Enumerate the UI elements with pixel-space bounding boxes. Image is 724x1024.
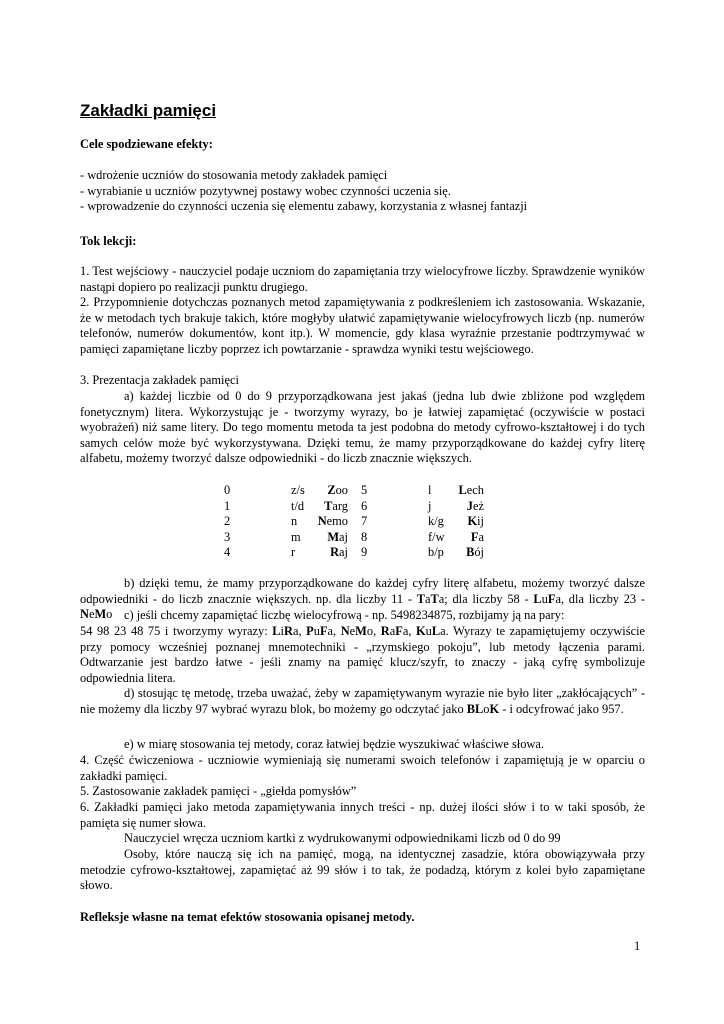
paragraph-3: 3. Prezentacja zakładek pamięci (80, 373, 239, 387)
table-letter: n (291, 514, 298, 529)
table-digit: 2 (224, 514, 231, 529)
paragraph-3a: a) każdej liczbie od 0 do 9 przyporządkowana jest jakaś (jedna lub dwie zbliżone pod względem fonetycznym) litera. Wykorzystując je - tworzymy wyrazy, bo je łatwiej zapamiętać (oczywiście w postaci wyobrażeń) niż same litery. Do tego momentu metoda ta jest podobna do metody cyfrowo-kształtowej i do tych samych celów może być wykorzystywana. Dzięki temu, że mamy przyporządkowane do każdej cyfry literę alfabetu, możemy tworzyć dalsze odpowiedniki - do liczb znacznie większych. (80, 389, 645, 466)
page-title: Zakładki pamięci (80, 101, 217, 120)
bold-letter: T (416, 591, 425, 606)
bold-letter: K (489, 701, 500, 716)
bold-letter: T (324, 498, 333, 513)
letter: e (88, 607, 95, 622)
letter: u (425, 624, 432, 638)
bold-letter: R (380, 624, 390, 638)
p3d-post: - i odcyfrować jako 957. (499, 701, 624, 716)
paragraph-6a: Nauczyciel wręcza uczniom kartki z wydrukowanymi odpowiednikami liczb od 0 do 99 (124, 831, 561, 845)
table-word (324, 499, 348, 515)
bold-letter: F (547, 591, 556, 606)
bold-letters: BL (466, 701, 484, 716)
bold-letter: L (458, 483, 467, 497)
table-letter: z/s (291, 483, 305, 497)
bold-letter: R (284, 624, 293, 638)
letter: o (106, 607, 113, 622)
separator: , (373, 624, 381, 638)
bold-letter: M (355, 624, 367, 638)
letter: a (438, 591, 445, 606)
paragraph-4: 4. Część ćwiczeniowa - uczniowie wymieniają się numerami swoich telefonów i zapamiętują je w oparciu o zakładki pamięci. (80, 753, 645, 783)
paragraph-6b: Osoby, które nauczą się ich na pamięć, mogą, na identycznej zasadzie, która obowiązywała przy metodzie cyfrowo-kształtowej, zapamiętać aż 99 słów i to tak, że podadzą, którym z kolei było zapamiętane słowo. (80, 847, 645, 893)
table-digit: 1 (224, 498, 231, 513)
table-word (467, 514, 484, 530)
letter: u (541, 591, 548, 606)
table-word (459, 483, 484, 499)
bold-letter: N (80, 607, 89, 622)
table-letter: j (428, 498, 432, 513)
table-word (467, 499, 484, 515)
separator: , (333, 624, 341, 638)
separator: , (298, 624, 307, 638)
p3b-mid: ; dla liczby 58 - (444, 591, 534, 606)
bold-letter: L (533, 591, 542, 606)
bold-letter: F (470, 529, 479, 544)
p3d-pre: d) stosując tę metodę, trzeba uważać, żeby w zapamiętywanym wyrazie nie było liter „zakłócających” - nie możemy dla liczby 97 wybrać wyrazu blok, bo możemy go odczytać jako (80, 686, 645, 716)
letter: a (292, 624, 299, 638)
table-digit: 7 (361, 514, 368, 529)
word-rest: aj (339, 529, 348, 544)
table-letter: l (428, 483, 432, 497)
paragraph-6: 6. Zakładki pamięci jako metoda zapamiętywania innych treści - np. dużej ilości słów i to w taki sposób, że pamięta się numer słowa. (80, 800, 645, 830)
p3b-mid2: , dla liczby 23 - (560, 591, 645, 606)
bold-letter: J (466, 498, 473, 513)
table-letter: f/w (428, 529, 445, 544)
table-digit: 4 (224, 545, 231, 560)
word-rest: ij (477, 514, 484, 529)
table-letter: m (291, 529, 301, 544)
bold-letter: P (306, 624, 314, 638)
letter: a (555, 591, 561, 606)
bold-letter: N (317, 514, 327, 529)
bold-letter: K (467, 514, 478, 529)
p3c2-pre: 54 98 23 48 75 i tworzymy wyrazy: (80, 624, 273, 638)
page-number: 1 (634, 939, 641, 953)
letter: a (424, 591, 431, 606)
separator: , (408, 624, 417, 638)
paragraph-3e: e) w miarę stosowania tej metody, coraz łatwiej będzie wyszukiwać właściwe słowa. (124, 737, 544, 751)
table-word (330, 545, 348, 561)
bold-letter: R (330, 545, 340, 560)
lesson-heading: Tok lekcji: (80, 234, 137, 248)
word-rest: arg (332, 498, 348, 513)
bold-letter: M (94, 607, 107, 622)
letter: o (483, 701, 490, 716)
table-word (327, 483, 348, 499)
word-rest: emo (326, 514, 348, 529)
letter: i (280, 624, 284, 638)
table-digit: 3 (224, 529, 231, 544)
letter: a (440, 624, 446, 638)
bold-letter: M (327, 529, 340, 544)
bold-letter: T (430, 591, 439, 606)
p3b-text: b) dzięki temu, że mamy przyporządkowane do każdej cyfry literę alfabetu, możemy tworzyć dalsze odpowiedniki - do liczb znacznie większych. np. dla liczby 11 - (80, 576, 645, 606)
table-letter: r (291, 545, 296, 560)
table-digit: 6 (361, 498, 368, 513)
paragraph-5: 5. Zastosowanie zakładek pamięci - „giełda pomysłów” (80, 784, 357, 798)
table-digit: 8 (361, 529, 368, 544)
table-word (466, 545, 484, 561)
table-word (318, 514, 348, 530)
word-rest: ój (474, 545, 484, 560)
goals-heading: Cele spodziewane efekty: (80, 137, 213, 151)
word-rest: ech (466, 483, 484, 497)
letter: a (327, 624, 334, 638)
word-rest: a (478, 529, 484, 544)
letter: o (366, 624, 374, 638)
paragraph-3c-words (80, 624, 645, 686)
table-digit: 9 (361, 545, 368, 560)
letter: u (313, 624, 320, 638)
bold-letter: F (319, 624, 328, 638)
goal-item: - wdrożenie uczniów do stosowania metody zakładek pamięci (80, 168, 388, 182)
letter: e (349, 624, 356, 638)
letter: a (402, 624, 409, 638)
table-word (471, 530, 484, 546)
bold-letter: L (272, 624, 281, 638)
bold-letter: N (340, 624, 350, 638)
bold-letter: K (416, 624, 426, 638)
bold-letter: Z (327, 483, 336, 497)
word-rest: eż (473, 498, 484, 513)
word-rest: aj (339, 545, 348, 560)
goals-list (80, 168, 645, 215)
p3c2-post: Wyrazy te zapamiętujemy oczywiście przy pomocy wcześniej poznanej mnemotechniki - „rzymskiego pokoju”, lub metody łączenia parami. Odtwarzanie jest bardzo łatwe - jeśli znamy na pamięć klucz/szyfr, to znaczy - jaką cyfrę symbolizuje odpowiednia litera. (80, 624, 646, 685)
paragraph-3d (80, 686, 645, 717)
goal-item: - wprowadzenie do czynności uczenia się elementu zabawy, korzystania z własnej fantazji (80, 199, 528, 214)
table-letter: k/g (428, 514, 444, 529)
table-letter: b/p (428, 545, 444, 560)
paragraph-1: 1. Test wejściowy - nauczyciel podaje uczniom do zapamiętania trzy wielocyfrowe liczby. Sprawdzenie wyników nastąpi dopiero po realizacji punktu drugiego. (80, 264, 645, 294)
goal-item: - wyrabianie u uczniów pozytywnej postawy wobec czynności uczenia się. (80, 183, 451, 198)
table-digit: 0 (224, 483, 231, 497)
paragraph-2: 2. Przypomnienie dotychczas poznanych metod zapamiętywania z podkreśleniem ich zastosowania. Wskazanie, że w metodach tych brakuje takich, które mogłyby ułatwić zapamiętywanie wielocyfrowych liczb (np. numerów telefonów, numerów dokumentów, kont itp.). W momencie, gdy klasa wyraźnie przestanie podtrzymywać w pamięci zapamiętane liczby poprzez ich powtarzanie - sprawdza wyniki testu wejściowego. (80, 295, 645, 356)
separator: . (445, 624, 454, 638)
bold-letter: B (466, 545, 475, 560)
letter: a (389, 624, 396, 638)
table-word (327, 530, 348, 546)
table-letter: t/d (291, 498, 305, 513)
word-rest: oo (335, 483, 348, 497)
bold-letter: L (431, 624, 441, 638)
bold-letter: F (395, 624, 403, 638)
table-digit: 5 (361, 483, 368, 497)
reflection-heading: Refleksje własne na temat efektów stosowania opisanej metody. (80, 910, 415, 924)
letter-table (80, 483, 645, 563)
paragraph-3c: c) jeśli chcemy zapamiętać liczbę wielocyfrową - np. 5498234875, rozbijamy ją na pary: (124, 608, 565, 622)
